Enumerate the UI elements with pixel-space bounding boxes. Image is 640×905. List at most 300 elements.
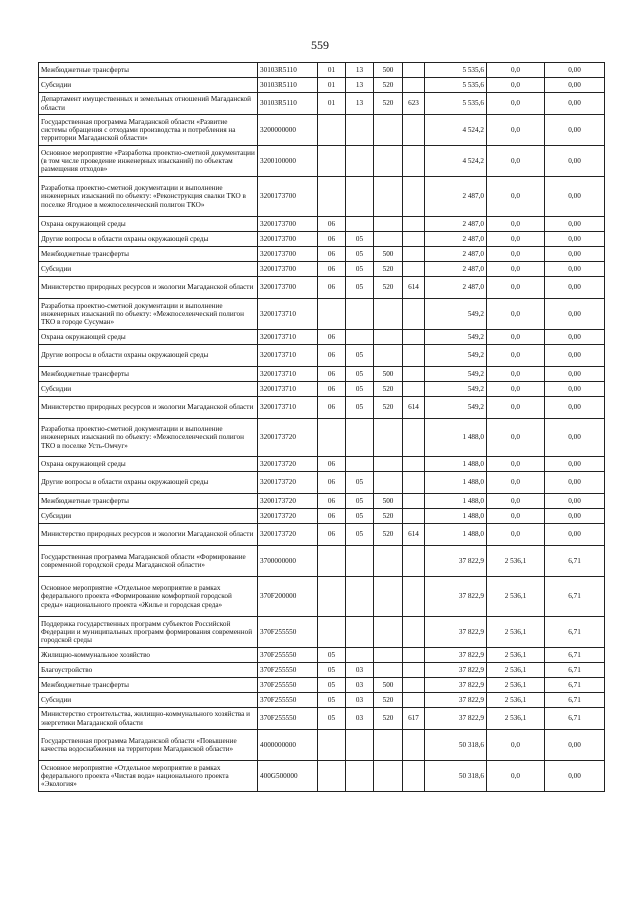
row-grbs <box>403 262 425 277</box>
row-fed: 0,0 <box>487 78 545 93</box>
row-pct: 6,71 <box>545 648 605 663</box>
row-vr <box>374 419 403 457</box>
row-pr: 05 <box>346 262 374 277</box>
row-grbs <box>403 345 425 367</box>
row-pct: 0,00 <box>545 397 605 419</box>
row-grbs <box>403 177 425 217</box>
row-name: Государственная программа Магаданской области «Развитие системы обращения с отходами производства и потребления на территории Магаданской области» <box>39 115 258 146</box>
row-code: 370F255550 <box>258 663 318 678</box>
row-grbs: 617 <box>403 708 425 730</box>
row-grbs <box>403 730 425 761</box>
table-row <box>39 299 605 330</box>
row-vr <box>374 648 403 663</box>
row-code: 370F255550 <box>258 708 318 730</box>
row-vr <box>374 217 403 232</box>
row-sum: 1 488,0 <box>425 472 487 494</box>
row-name: Межбюджетные трансферты <box>39 367 258 382</box>
row-vr <box>374 232 403 247</box>
row-grbs <box>403 63 425 78</box>
table-row <box>39 524 605 546</box>
row-grbs <box>403 78 425 93</box>
row-pct: 0,00 <box>545 367 605 382</box>
table-row <box>39 761 605 792</box>
row-code: 3200173720 <box>258 524 318 546</box>
row-name: Межбюджетные трансферты <box>39 678 258 693</box>
row-name: Государственная программа Магаданской области «Формирование современной городской среды Магаданской области» <box>39 546 258 577</box>
row-name: Жилищно-коммунальное хозяйство <box>39 648 258 663</box>
row-pct: 0,00 <box>545 277 605 299</box>
row-rz: 05 <box>318 678 346 693</box>
row-pct: 0,00 <box>545 247 605 262</box>
row-pct: 0,00 <box>545 509 605 524</box>
row-pr: 05 <box>346 472 374 494</box>
row-sum: 5 535,6 <box>425 93 487 115</box>
row-pct: 6,71 <box>545 678 605 693</box>
row-vr <box>374 345 403 367</box>
row-sum: 549,2 <box>425 397 487 419</box>
table-row <box>39 277 605 299</box>
row-rz: 01 <box>318 93 346 115</box>
table-row <box>39 262 605 277</box>
table-row <box>39 330 605 345</box>
row-grbs <box>403 146 425 177</box>
row-sum: 1 488,0 <box>425 457 487 472</box>
table-row <box>39 115 605 146</box>
row-pr: 03 <box>346 693 374 708</box>
row-vr: 500 <box>374 494 403 509</box>
row-pr: 05 <box>346 277 374 299</box>
row-name: Охрана окружающей среды <box>39 217 258 232</box>
row-sum: 2 487,0 <box>425 262 487 277</box>
row-sum: 4 524,2 <box>425 115 487 146</box>
row-sum: 2 487,0 <box>425 247 487 262</box>
row-pct: 0,00 <box>545 382 605 397</box>
row-rz: 05 <box>318 693 346 708</box>
row-pr: 03 <box>346 663 374 678</box>
row-vr <box>374 577 403 617</box>
row-pct: 0,00 <box>545 299 605 330</box>
table-row <box>39 247 605 262</box>
row-sum: 37 822,9 <box>425 617 487 648</box>
row-code: 370F255550 <box>258 617 318 648</box>
row-sum: 50 318,6 <box>425 730 487 761</box>
row-name: Субсидии <box>39 509 258 524</box>
row-pr <box>346 177 374 217</box>
row-rz <box>318 577 346 617</box>
row-vr <box>374 663 403 678</box>
row-pr <box>346 617 374 648</box>
row-name: Основное мероприятие «Отдельное мероприятие в рамках федерального проекта «Чистая вода» национального проекта «Экология» <box>39 761 258 792</box>
table-row <box>39 177 605 217</box>
row-fed: 0,0 <box>487 247 545 262</box>
row-rz <box>318 146 346 177</box>
row-code: 3200173720 <box>258 457 318 472</box>
row-name: Разработка проектно-сметной документации и выполнение инженерных изысканий по объекту: «Межпоселенческий полигон ТКО в поселке Усть-Омчуг» <box>39 419 258 457</box>
row-code: 3200173710 <box>258 299 318 330</box>
row-vr: 520 <box>374 262 403 277</box>
row-name: Разработка проектно-сметной документации и выполнение инженерных изысканий по объекту: «Межпоселенческий полигон ТКО в городе Сусуман» <box>39 299 258 330</box>
row-sum: 1 488,0 <box>425 524 487 546</box>
row-pct: 0,00 <box>545 730 605 761</box>
row-grbs <box>403 382 425 397</box>
row-code: 3700000000 <box>258 546 318 577</box>
row-fed: 0,0 <box>487 730 545 761</box>
row-rz <box>318 419 346 457</box>
row-vr <box>374 330 403 345</box>
row-code: 3200173720 <box>258 494 318 509</box>
row-fed: 0,0 <box>487 382 545 397</box>
row-pr: 05 <box>346 232 374 247</box>
row-pct: 6,71 <box>545 577 605 617</box>
row-pr: 05 <box>346 382 374 397</box>
row-grbs <box>403 299 425 330</box>
row-pr <box>346 457 374 472</box>
row-rz: 06 <box>318 330 346 345</box>
row-vr <box>374 617 403 648</box>
row-code: 370F255550 <box>258 693 318 708</box>
row-sum: 37 822,9 <box>425 577 487 617</box>
row-code: 3200173710 <box>258 345 318 367</box>
row-grbs <box>403 494 425 509</box>
row-pct: 0,00 <box>545 330 605 345</box>
table-row <box>39 693 605 708</box>
row-name: Государственная программа Магаданской области «Повышение качества водоснабжения на территории Магаданской области» <box>39 730 258 761</box>
row-sum: 4 524,2 <box>425 146 487 177</box>
row-name: Поддержка государственных программ субъектов Российской Федерации и муниципальных программ формирования современной городской среды <box>39 617 258 648</box>
row-rz: 06 <box>318 457 346 472</box>
row-rz <box>318 115 346 146</box>
row-code: 3200173700 <box>258 277 318 299</box>
row-rz: 06 <box>318 382 346 397</box>
row-name: Разработка проектно-сметной документации и выполнение инженерных изысканий по объекту: «Реконструкция свалки ТКО в поселке Ягодное в межпоселенческий полигон ТКО» <box>39 177 258 217</box>
row-code: 3200173700 <box>258 247 318 262</box>
row-code: 3200173710 <box>258 367 318 382</box>
row-pr: 03 <box>346 708 374 730</box>
row-code: 3200173710 <box>258 397 318 419</box>
page-number: 559 <box>311 38 329 52</box>
row-code: 3200173700 <box>258 232 318 247</box>
row-fed: 0,0 <box>487 177 545 217</box>
row-rz <box>318 546 346 577</box>
row-code: 3200173710 <box>258 382 318 397</box>
row-pct: 6,71 <box>545 693 605 708</box>
row-fed: 0,0 <box>487 472 545 494</box>
row-vr <box>374 546 403 577</box>
row-vr <box>374 299 403 330</box>
row-fed: 0,0 <box>487 367 545 382</box>
row-name: Департамент имущественных и земельных отношений Магаданской области <box>39 93 258 115</box>
row-pr: 05 <box>346 345 374 367</box>
row-name: Основное мероприятие «Отдельное мероприятие в рамках федерального проекта «Формирование комфортной городской среды» национального проекта «Жилье и городская среда» <box>39 577 258 617</box>
row-rz: 06 <box>318 509 346 524</box>
row-fed: 0,0 <box>487 63 545 78</box>
row-pct: 0,00 <box>545 457 605 472</box>
row-code: 30103R5110 <box>258 93 318 115</box>
row-rz <box>318 299 346 330</box>
row-grbs <box>403 367 425 382</box>
row-pct: 0,00 <box>545 63 605 78</box>
row-pct: 0,00 <box>545 524 605 546</box>
row-vr: 520 <box>374 524 403 546</box>
row-sum: 2 487,0 <box>425 217 487 232</box>
row-grbs <box>403 617 425 648</box>
row-fed: 2 536,1 <box>487 678 545 693</box>
row-pct: 0,00 <box>545 472 605 494</box>
row-grbs <box>403 472 425 494</box>
row-pct: 0,00 <box>545 217 605 232</box>
row-rz <box>318 761 346 792</box>
row-sum: 1 488,0 <box>425 419 487 457</box>
row-sum: 5 535,6 <box>425 78 487 93</box>
row-pct: 6,71 <box>545 708 605 730</box>
row-fed: 0,0 <box>487 345 545 367</box>
row-sum: 5 535,6 <box>425 63 487 78</box>
row-code: 3200173720 <box>258 419 318 457</box>
row-pct: 0,00 <box>545 232 605 247</box>
row-sum: 37 822,9 <box>425 648 487 663</box>
row-pr <box>346 546 374 577</box>
row-pct: 0,00 <box>545 419 605 457</box>
row-sum: 549,2 <box>425 330 487 345</box>
row-code: 3200100000 <box>258 146 318 177</box>
row-vr: 520 <box>374 509 403 524</box>
row-fed: 0,0 <box>487 146 545 177</box>
row-grbs: 614 <box>403 397 425 419</box>
table-row <box>39 472 605 494</box>
table-row <box>39 382 605 397</box>
row-fed: 0,0 <box>487 232 545 247</box>
row-rz <box>318 730 346 761</box>
row-rz <box>318 617 346 648</box>
row-code: 3200173700 <box>258 177 318 217</box>
table-row <box>39 345 605 367</box>
row-sum: 37 822,9 <box>425 693 487 708</box>
row-grbs <box>403 663 425 678</box>
row-name: Министерство природных ресурсов и экологии Магаданской области <box>39 397 258 419</box>
row-pr <box>346 217 374 232</box>
row-grbs <box>403 648 425 663</box>
table-row <box>39 494 605 509</box>
row-vr <box>374 472 403 494</box>
row-code: 30103R5110 <box>258 63 318 78</box>
row-vr <box>374 730 403 761</box>
row-pct: 6,71 <box>545 546 605 577</box>
row-vr <box>374 146 403 177</box>
row-fed: 0,0 <box>487 397 545 419</box>
row-vr: 520 <box>374 382 403 397</box>
row-fed: 2 536,1 <box>487 648 545 663</box>
row-grbs <box>403 330 425 345</box>
row-pr: 05 <box>346 247 374 262</box>
row-pr: 13 <box>346 78 374 93</box>
row-name: Межбюджетные трансферты <box>39 247 258 262</box>
row-sum: 1 488,0 <box>425 509 487 524</box>
row-name: Благоустройство <box>39 663 258 678</box>
row-name: Субсидии <box>39 78 258 93</box>
row-vr <box>374 761 403 792</box>
table-row <box>39 546 605 577</box>
row-pct: 0,00 <box>545 115 605 146</box>
row-fed: 0,0 <box>487 419 545 457</box>
row-sum: 37 822,9 <box>425 708 487 730</box>
row-vr: 500 <box>374 63 403 78</box>
row-name: Охрана окружающей среды <box>39 330 258 345</box>
row-grbs <box>403 509 425 524</box>
row-grbs <box>403 761 425 792</box>
row-grbs <box>403 232 425 247</box>
row-fed: 0,0 <box>487 217 545 232</box>
row-fed: 0,0 <box>487 93 545 115</box>
row-pr: 05 <box>346 367 374 382</box>
row-fed: 0,0 <box>487 524 545 546</box>
row-rz: 06 <box>318 367 346 382</box>
row-pct: 0,00 <box>545 345 605 367</box>
row-pr: 05 <box>346 509 374 524</box>
row-sum: 2 487,0 <box>425 277 487 299</box>
row-vr <box>374 115 403 146</box>
row-fed: 2 536,1 <box>487 617 545 648</box>
row-code: 370F255550 <box>258 648 318 663</box>
row-rz: 06 <box>318 277 346 299</box>
row-fed: 0,0 <box>487 761 545 792</box>
row-code: 3200173710 <box>258 330 318 345</box>
row-code: 370F200000 <box>258 577 318 617</box>
row-pct: 0,00 <box>545 494 605 509</box>
row-vr: 520 <box>374 277 403 299</box>
row-fed: 0,0 <box>487 115 545 146</box>
row-code: 3200173720 <box>258 472 318 494</box>
table-row <box>39 397 605 419</box>
row-sum: 37 822,9 <box>425 678 487 693</box>
row-rz <box>318 177 346 217</box>
row-fed: 0,0 <box>487 457 545 472</box>
row-pct: 0,00 <box>545 78 605 93</box>
row-name: Другие вопросы в области охраны окружающей среды <box>39 472 258 494</box>
row-sum: 2 487,0 <box>425 232 487 247</box>
row-pr <box>346 330 374 345</box>
row-grbs <box>403 457 425 472</box>
table-row <box>39 509 605 524</box>
row-vr: 520 <box>374 397 403 419</box>
row-pr: 03 <box>346 678 374 693</box>
row-rz: 05 <box>318 663 346 678</box>
table-row <box>39 730 605 761</box>
row-name: Охрана окружающей среды <box>39 457 258 472</box>
row-vr <box>374 457 403 472</box>
row-pr <box>346 419 374 457</box>
row-pr: 05 <box>346 397 374 419</box>
table-row <box>39 663 605 678</box>
table-row <box>39 217 605 232</box>
row-fed: 0,0 <box>487 262 545 277</box>
row-grbs <box>403 546 425 577</box>
row-pct: 0,00 <box>545 262 605 277</box>
row-fed: 2 536,1 <box>487 708 545 730</box>
row-fed: 0,0 <box>487 330 545 345</box>
row-grbs <box>403 678 425 693</box>
row-rz: 01 <box>318 78 346 93</box>
row-rz: 06 <box>318 217 346 232</box>
row-vr: 520 <box>374 693 403 708</box>
table-row <box>39 63 605 78</box>
table-row <box>39 232 605 247</box>
row-grbs: 614 <box>403 524 425 546</box>
row-pr: 05 <box>346 494 374 509</box>
row-vr: 500 <box>374 367 403 382</box>
row-fed: 0,0 <box>487 494 545 509</box>
row-pct: 0,00 <box>545 177 605 217</box>
row-vr: 520 <box>374 93 403 115</box>
row-pr <box>346 146 374 177</box>
row-grbs <box>403 693 425 708</box>
row-code: 400G500000 <box>258 761 318 792</box>
row-pr <box>346 761 374 792</box>
row-grbs <box>403 247 425 262</box>
row-code: 370F255550 <box>258 678 318 693</box>
row-grbs <box>403 115 425 146</box>
row-pct: 0,00 <box>545 93 605 115</box>
row-vr: 520 <box>374 78 403 93</box>
row-name: Министерство природных ресурсов и экологии Магаданской области <box>39 277 258 299</box>
row-code: 4000000000 <box>258 730 318 761</box>
row-fed: 0,0 <box>487 509 545 524</box>
row-grbs: 623 <box>403 93 425 115</box>
row-pr <box>346 577 374 617</box>
row-vr <box>374 177 403 217</box>
row-grbs <box>403 419 425 457</box>
row-vr: 500 <box>374 247 403 262</box>
row-name: Основное мероприятие «Разработка проектно-сметной документации (в том числе проведение инженерных изысканий) по объектам размещения отходов» <box>39 146 258 177</box>
row-pr: 13 <box>346 93 374 115</box>
row-name: Субсидии <box>39 382 258 397</box>
row-pct: 0,00 <box>545 761 605 792</box>
table-row <box>39 146 605 177</box>
row-sum: 1 488,0 <box>425 494 487 509</box>
row-pr <box>346 299 374 330</box>
table-row <box>39 648 605 663</box>
row-name: Межбюджетные трансферты <box>39 63 258 78</box>
row-sum: 50 318,6 <box>425 761 487 792</box>
table-row <box>39 457 605 472</box>
row-sum: 549,2 <box>425 299 487 330</box>
row-fed: 2 536,1 <box>487 577 545 617</box>
row-fed: 0,0 <box>487 277 545 299</box>
table-row <box>39 678 605 693</box>
row-pr <box>346 730 374 761</box>
row-rz: 06 <box>318 472 346 494</box>
row-rz: 06 <box>318 247 346 262</box>
row-pct: 6,71 <box>545 617 605 648</box>
table-row <box>39 419 605 457</box>
table-row <box>39 78 605 93</box>
row-rz: 06 <box>318 232 346 247</box>
row-code: 3200173720 <box>258 509 318 524</box>
row-grbs <box>403 217 425 232</box>
row-vr: 500 <box>374 678 403 693</box>
row-pr: 13 <box>346 63 374 78</box>
row-name: Другие вопросы в области охраны окружающей среды <box>39 345 258 367</box>
table-row <box>39 708 605 730</box>
table-row <box>39 93 605 115</box>
row-sum: 549,2 <box>425 345 487 367</box>
row-sum: 37 822,9 <box>425 546 487 577</box>
table-row <box>39 617 605 648</box>
row-fed: 2 536,1 <box>487 663 545 678</box>
row-name: Субсидии <box>39 262 258 277</box>
row-sum: 549,2 <box>425 367 487 382</box>
row-name: Министерство природных ресурсов и экологии Магаданской области <box>39 524 258 546</box>
row-code: 30103R5110 <box>258 78 318 93</box>
